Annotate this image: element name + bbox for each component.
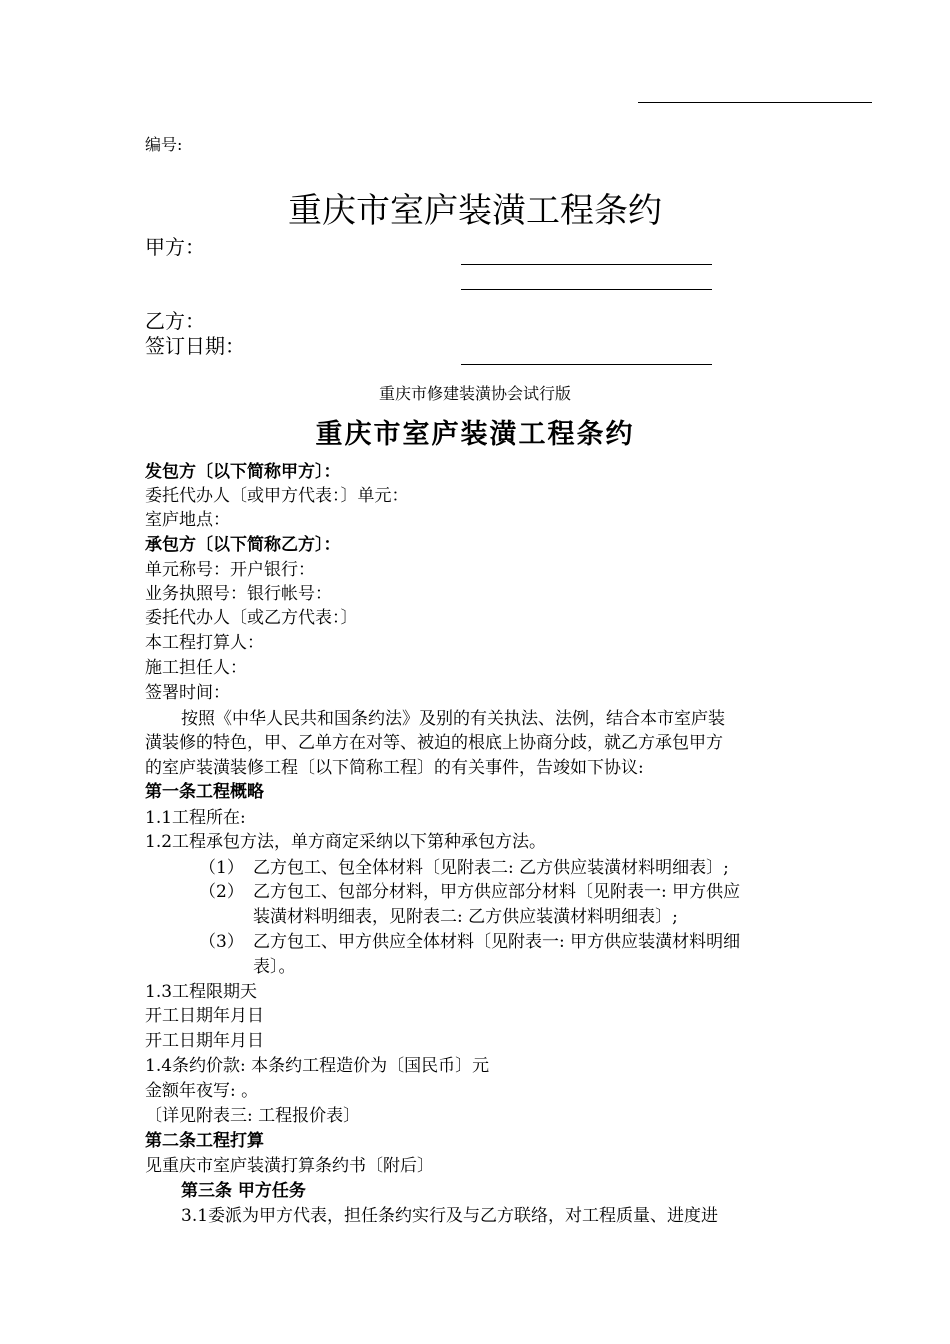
option-1-number: （1） [199, 858, 244, 878]
option-2-number: （2） [199, 882, 244, 902]
start-date-line: 开工日期年月日 [145, 1006, 264, 1026]
cover-title: 重庆市室庐装潢工程条约 [288, 191, 662, 231]
clause-1-1: 1.1工程所在: [145, 808, 246, 828]
employer-agent-line: 委托代办人〔或甲方代表：〕单元： [145, 486, 409, 506]
party-a-label: 甲方： [145, 235, 205, 259]
residence-location-line: 室庐地点： [145, 510, 230, 530]
article-2-line: 见重庆市室庐装潢打算条约书〔附后〕 [145, 1156, 434, 1176]
article-3-heading: 第三条 甲方任务 [181, 1181, 306, 1201]
clause-1-3: 1.3工程限期天 [145, 982, 258, 1002]
option-2-text-line-2: 装潢材料明细表，见附表二: 乙方供应装潢材料明细表〕; [253, 907, 678, 927]
contract-title: 重庆市室庐装潢工程条约 [315, 419, 635, 450]
party-a-blank-1 [461, 264, 712, 265]
article-2-heading: 第二条工程打算 [145, 1131, 264, 1151]
license-line: 业务执照号：银行帐号： [145, 584, 332, 604]
edition-note: 重庆市修建装潢协会试行版 [378, 384, 571, 403]
designer-line: 本工程打算人： [145, 633, 264, 653]
employer-heading: 发包方〔以下简称甲方〕： [145, 462, 341, 482]
number-label: 编号: [145, 135, 183, 154]
construction-manager-line: 施工担任人： [145, 658, 247, 678]
option-3-text-line-1: 乙方包工、甲方供应全体材料〔见附表一: 甲方供应装潢材料明细 [253, 932, 741, 952]
option-3-number: （3） [199, 932, 244, 952]
clause-1-4: 1.4条约价款: 本条约工程造价为〔国民币〕元 [145, 1056, 490, 1076]
top-right-rule [638, 102, 872, 103]
intro-paragraph-line-3: 的室庐装潢装修工程〔以下简称工程〕的有关事件，告竣如下协议: [145, 758, 644, 778]
amount-in-words-line: 金额年夜写: 。 [145, 1081, 259, 1101]
sign-date-blank [461, 364, 712, 365]
unit-name-line: 单元称号：开户银行： [145, 560, 315, 580]
sign-date-label: 签订日期： [145, 334, 245, 358]
option-3-text-line-2: 表〕。 [253, 957, 296, 977]
option-2-text-line-1: 乙方包工、包部分材料，甲方供应部分材料〔见附表一: 甲方供应 [253, 882, 741, 902]
party-a-blank-2 [461, 289, 712, 290]
contractor-heading: 承包方〔以下简称乙方〕： [145, 535, 341, 555]
party-b-label: 乙方： [145, 309, 205, 333]
clause-3-1: 3.1委派为甲方代表，担任条约实行及与乙方联络，对工程质量、进度进 [181, 1206, 719, 1226]
signing-time-line: 签署时间： [145, 683, 230, 703]
contractor-agent-line: 委托代办人〔或乙方代表：〕 [145, 608, 358, 628]
article-1-heading: 第一条工程概略 [145, 782, 264, 802]
intro-paragraph-line-2: 潢装修的特色，甲、乙单方在对等、被迫的根底上协商分歧，就乙方承包甲方 [145, 733, 723, 753]
start-date-line-2: 开工日期年月日 [145, 1031, 264, 1051]
intro-paragraph-line-1: 按照《中华人民共和国条约法》及别的有关执法、法例，结合本市室庐装 [181, 709, 725, 729]
clause-1-2: 1.2工程承包方法，单方商定采纳以下第种承包方法。 [145, 832, 547, 852]
quote-table-reference: 〔详见附表三: 工程报价表〕 [145, 1106, 361, 1126]
option-1-text: 乙方包工、包全体材料〔见附表二: 乙方供应装潢材料明细表〕; [253, 858, 729, 878]
